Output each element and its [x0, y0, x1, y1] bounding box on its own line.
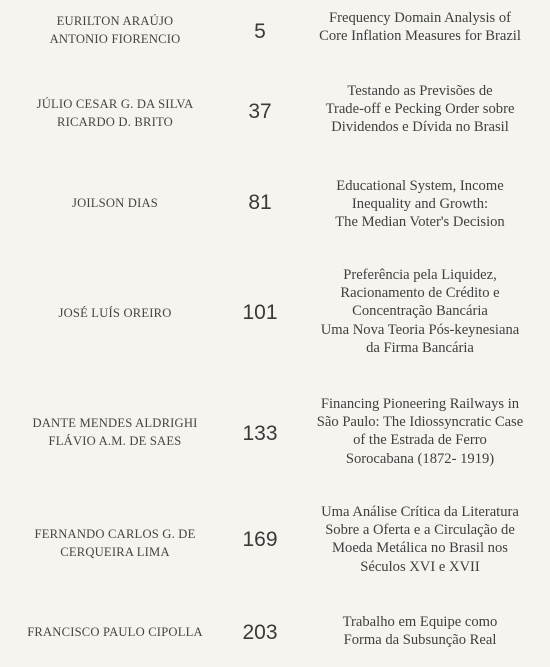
title-line: Inequality and Growth:: [351, 196, 489, 213]
title-line: Racionamento de Crédito e: [340, 285, 500, 302]
entry-title: [298, 503, 542, 576]
entry-page-number: 169: [242, 528, 278, 551]
entry-page-number: 37: [248, 100, 272, 123]
title-line: Uma Nova Teoria Pós-keynesiana: [320, 321, 520, 338]
title-line: Trade-off e Pecking Order sobre: [325, 101, 515, 118]
entry-authors: [6, 95, 224, 131]
author-name: CERQUEIRA LIMA: [60, 545, 170, 559]
title-line: Sobre a Oferta e a Circulação de: [325, 522, 515, 539]
title-line: Testando as Previsões de: [347, 83, 493, 99]
entry-authors: [6, 304, 224, 322]
title-line: Concentração Bancária: [352, 303, 488, 320]
title-line: Forma da Subsunção Real: [343, 632, 497, 649]
entry-authors: [6, 414, 224, 450]
title-line: of the Estrada de Ferro: [353, 432, 487, 449]
entry-title: [298, 9, 542, 45]
entry-title: [298, 395, 542, 468]
title-line: Sorocabana (1872- 1919): [345, 450, 495, 467]
title-line: The Median Voter's Decision: [335, 214, 505, 231]
entry-page-number: 101: [242, 301, 278, 324]
entry-authors: [6, 623, 224, 641]
title-line: Uma Análise Crítica da Literatura: [321, 504, 519, 520]
entry-page-number: 81: [248, 191, 272, 214]
entry-title: [298, 177, 542, 232]
entry-title: [298, 82, 542, 137]
title-line: Frequency Domain Analysis of: [329, 10, 511, 26]
author-name: FERNANDO CARLOS G. DE: [34, 527, 196, 541]
entry-page-number: 203: [242, 621, 278, 644]
title-line: Moeda Metálica no Brasil nos: [332, 540, 508, 557]
author-name: RICARDO D. BRITO: [57, 115, 173, 129]
title-line: Core Inflation Measures for Brazil: [319, 28, 521, 45]
entry-page-number: 5: [254, 20, 266, 43]
title-line: da Firma Bancária: [366, 339, 474, 356]
title-line: Trabalho em Equipe como: [342, 614, 498, 630]
title-line: Financing Pioneering Railways in: [320, 396, 520, 412]
entry-authors: [6, 12, 224, 48]
author-name: JÚLIO CESAR G. DA SILVA: [36, 97, 194, 111]
entry-authors: [6, 194, 224, 212]
title-line: Preferência pela Liquidez,: [343, 267, 497, 283]
author-name: JOILSON DIAS: [71, 196, 158, 210]
entry-title: [298, 613, 542, 649]
author-name: ANTONIO FIORENCIO: [49, 32, 181, 46]
title-line: Dividendos e Dívida no Brasil: [331, 119, 509, 136]
entry-page-number: 133: [242, 422, 278, 445]
entry-title: [298, 266, 542, 357]
author-name: FRANCISCO PAULO CIPOLLA: [27, 625, 203, 639]
author-name: DANTE MENDES ALDRIGHI: [32, 416, 198, 430]
author-name: JOSÉ LUÍS OREIRO: [58, 306, 172, 320]
author-name: FLÁVIO A.M. DE SAES: [48, 434, 182, 448]
title-line: São Paulo: The Idiossyncratic Case: [316, 414, 524, 431]
author-name: EURILTON ARAÚJO: [56, 14, 174, 28]
title-line: Séculos XVI e XVII: [360, 558, 480, 575]
entry-authors: [6, 525, 224, 561]
title-line: Educational System, Income: [336, 178, 504, 194]
